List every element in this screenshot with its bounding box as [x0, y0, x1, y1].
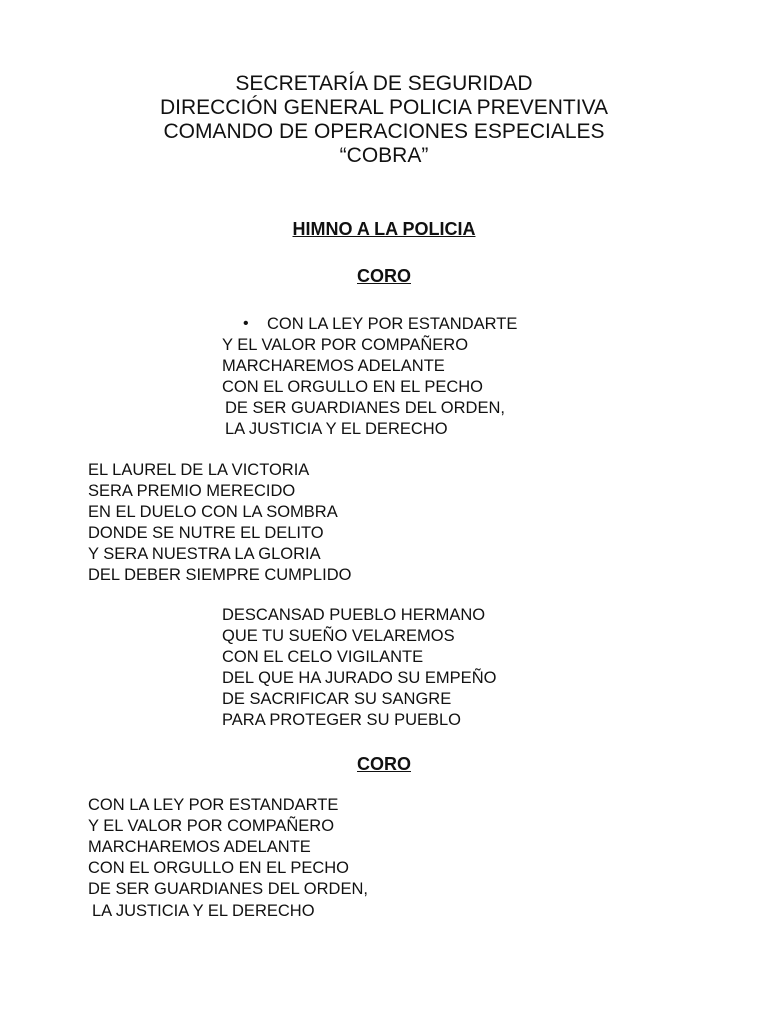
verse-line: DESCANSAD PUEBLO HERMANO: [222, 606, 486, 624]
verse-line: MARCHAREMOS ADELANTE: [88, 838, 311, 856]
verse-line: Y EL VALOR POR COMPAÑERO: [222, 336, 469, 354]
verse-line: CON LA LEY POR ESTANDARTE: [88, 796, 339, 814]
header-line: COMANDO DE OPERACIONES ESPECIALES: [163, 120, 605, 143]
verse-line: CON EL CELO VIGILANTE: [222, 648, 424, 666]
verse-line: QUE TU SUEÑO VELAREMOS: [222, 627, 455, 645]
verse-line: CON LA LEY POR ESTANDARTE: [267, 315, 518, 333]
verse-line: LA JUSTICIA Y EL DERECHO: [92, 902, 315, 920]
verse-line: MARCHAREMOS ADELANTE: [222, 357, 445, 375]
verse-line: DEL DEBER SIEMPRE CUMPLIDO: [88, 566, 352, 584]
verse-line: DE SACRIFICAR SU SANGRE: [222, 690, 452, 708]
verse-line: LA JUSTICIA Y EL DERECHO: [225, 420, 448, 438]
header-line: “COBRA”: [339, 144, 429, 167]
verse-line: CON EL ORGULLO EN EL PECHO: [222, 378, 484, 396]
verse-line: Y EL VALOR POR COMPAÑERO: [88, 817, 335, 835]
header-line: DIRECCIÓN GENERAL POLICIA PREVENTIVA: [159, 96, 609, 119]
verse-line: DE SER GUARDIANES DEL ORDEN,: [225, 399, 505, 417]
verse-line: CON EL ORGULLO EN EL PECHO: [88, 859, 350, 877]
hymn-title: HIMNO A LA POLICIA: [292, 219, 476, 239]
verse-line: DE SER GUARDIANES DEL ORDEN,: [88, 880, 368, 898]
verse-line: Y SERA NUESTRA LA GLORIA: [88, 545, 321, 563]
coro-heading: CORO: [357, 754, 411, 774]
verse-line: EL LAUREL DE LA VICTORIA: [88, 461, 310, 479]
coro-heading: CORO: [357, 266, 411, 286]
header-line: SECRETARÍA DE SEGURIDAD: [235, 72, 533, 95]
verse-line: PARA PROTEGER SU PUEBLO: [222, 711, 462, 729]
verse-line: EN EL DUELO CON LA SOMBRA: [88, 503, 338, 521]
verse-line: DEL QUE HA JURADO SU EMPEÑO: [222, 669, 497, 687]
bullet-icon: •: [243, 315, 249, 332]
verse-line: DONDE SE NUTRE EL DELITO: [88, 524, 324, 542]
verse-line: SERA PREMIO MERECIDO: [88, 482, 296, 500]
